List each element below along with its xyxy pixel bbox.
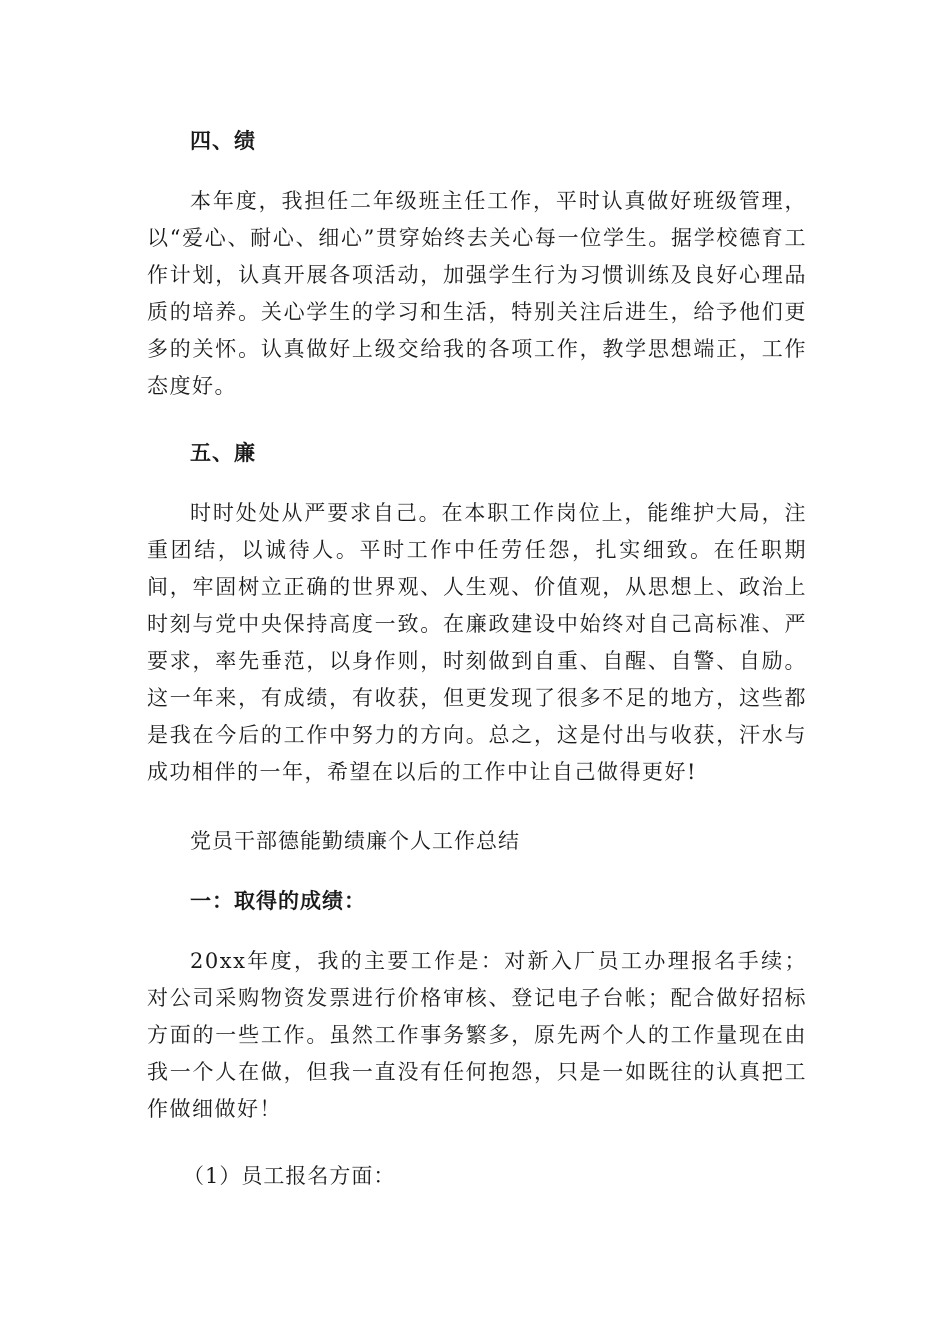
section-heading-ji: 四、绩 [190, 128, 256, 153]
section-paragraph-ji: 本年度，我担任二年级班主任工作，平时认真做好班级管理，以“爱心、耐心、细心”贯穿始终去关心每一位学生。据学校德育工作计划，认真开展各项活动，加强学生行为习惯训练及良好心理品质的培养。关心学生的学习和生活，特别关注后进生，给予他们更多的关怀。认真做好上级交给我的各项工作，教学思想端正，工作态度好。 [147, 189, 807, 398]
document-title: 党员干部德能勤绩廉个人工作总结 [190, 829, 520, 853]
subheading-registration: （1）员工报名方面： [183, 1164, 396, 1188]
section-paragraph-achievements: 20xx年度，我的主要工作是：对新入厂员工办理报名手续；对公司采购物资发票进行价格审核、登记电子台帐；配合做好招标方面的一些工作。虽然工作事务繁多，原先两个人的工作量现在由我一个人在做，但我一直没有任何抱怨，只是一如既往的认真把工作做细做好！ [147, 949, 807, 1121]
section-heading-achievements: 一：取得的成绩： [190, 888, 366, 913]
section-paragraph-lian: 时时处处从严要求自己。在本职工作岗位上，能维护大局，注重团结，以诚待人。平时工作中任劳任怨，扎实细致。在任职期间，牢固树立正确的世界观、人生观、价值观，从思想上、政治上时刻与党中央保持高度一致。在廉政建设中始终对自己高标准、严要求，率先垂范，以身作则，时刻做到自重、自醒、自警、自励。这一年来，有成绩，有收获，但更发现了很多不足的地方，这些都是我在今后的工作中努力的方向。总之，这是付出与收获，汗水与成功相伴的一年，希望在以后的工作中让自己做得更好! [147, 501, 807, 784]
section-heading-lian: 五、廉 [190, 440, 256, 465]
